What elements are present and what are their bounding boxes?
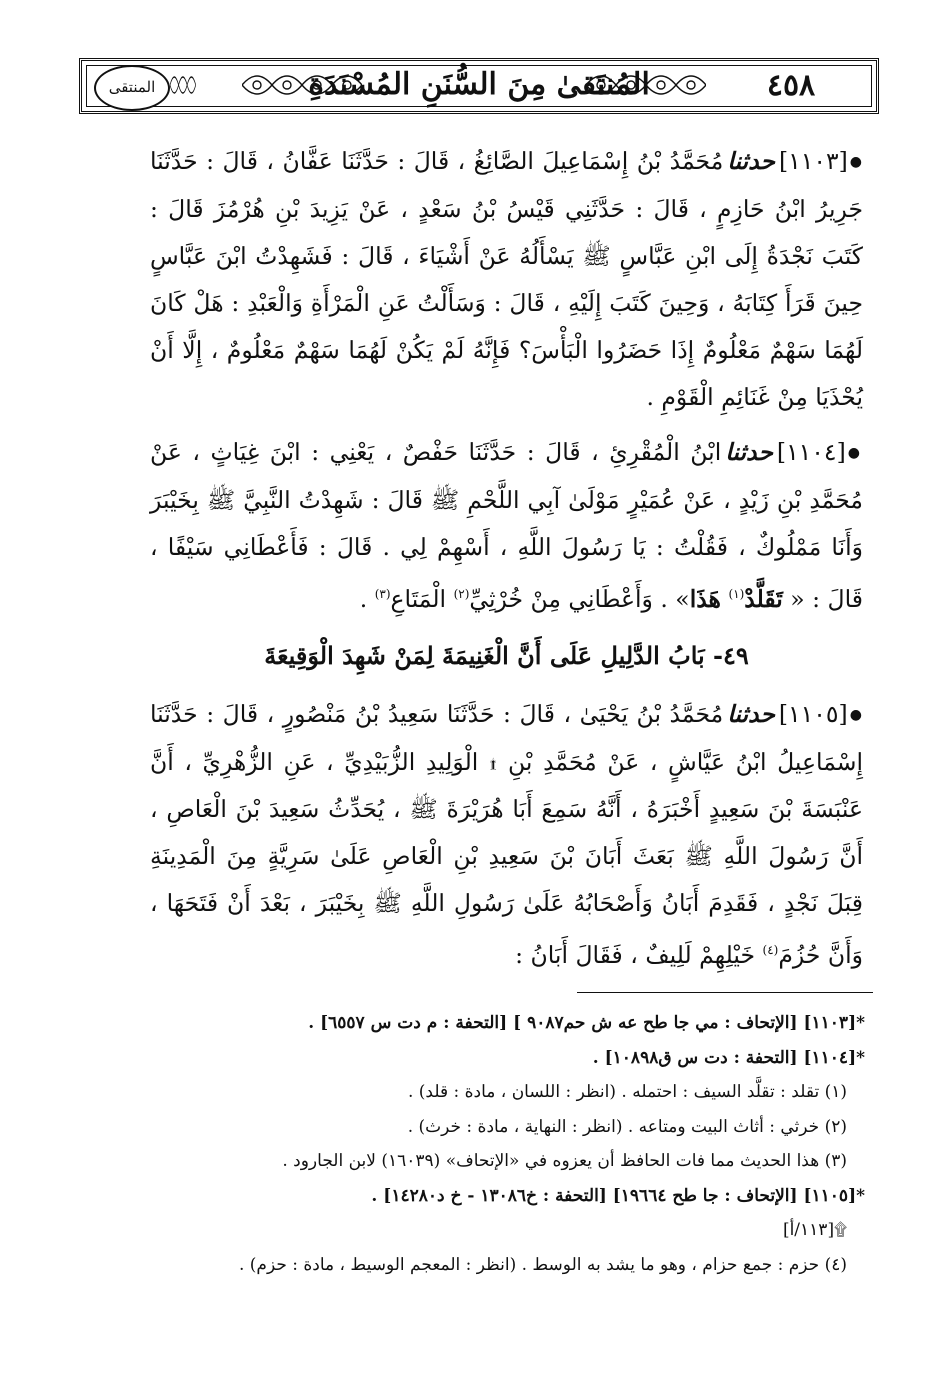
footnote-separator [577,992,873,993]
bullet-icon: ● [849,154,863,170]
hadith-1103 [150,138,863,421]
hadith-text: مُحَمَّدُ بْنُ يَحْيَىٰ ، قَالَ : حَدَّثَنَا سَعِيدُ بْنُ مَنْصُورٍ ، قَالَ : حَدَّثَنَا إِسْمَاعِيلُ ابْنُ عَيَّاشٍ ، عَنْ مُحَمَّدِ بْنِ ۩ الْوَلِيدِ الزُّبَيْدِيِّ ، عَنِ الزُّهْرِيِّ ، أَنَّ عَنْبَسَةَ بْنَ سَعِيدٍ أَخْبَرَهُ ، أَنَّهُ سَمِعَ أَبَا هُرَيْرَةَ ﷺ ، يُحَدِّثُ سَعِيدَ بْنَ الْعَاصِ ، أَنَّ رَسُولَ اللَّهِ ﷺ بَعَثَ أَبَانَ بْنَ سَعِيدِ بْنِ الْعَاصِ عَلَىٰ سَرِيَّةٍ مِنَ الْمَدِينَةِ قِبَلَ نَجْدٍ ، فَقَدِمَ أَبَانُ وَأَصْحَابُهُ عَلَىٰ رَسُولِ اللَّهِ ﷺ بِخَيْبَرَ ، بَعْدَ أَنْ فَتَحَهَا ، وَأَنَّ حُزُمَ [150,699,863,969]
footnote-item: *[١١٠٤] [التحفة : دت س ق١٠٨٩٨] . [592,1047,865,1068]
running-title: المُنتَقىٰ مِنَ السُّنَنِ المُسْنَدَةِ [308,67,650,102]
footnote-item: *[١١٠٥] [الإتحاف : جا طح ١٩٦٦٤] [التحفة : خ١٣٠٨٦ - خ د١٤٢٨٠] . [371,1185,865,1206]
page-number: ٤٥٨ [766,68,816,103]
haddathana-label: حدثنا [727,147,775,175]
chapter-heading: ٤٩- بَابُ الدَّلِيلِ عَلَى أَنَّ الْغَنِيمَةَ لِمَنْ شَهِدَ الْوَقِيعَةَ [264,640,749,670]
book-logo-badge: المنتقى [94,65,170,111]
footnote-item: *[١١٠٣] [الإتحاف : مي جا طح عه ش حم٩٠٨٧ ] [التحفة : م دت س ٦٥٥٧] . [308,1013,865,1033]
footnote-marker: (٤) [762,942,779,957]
hadith-text: » . وَأَعْطَانِي مِنْ خُرْثِيِّ [469,584,690,613]
hadith-number: [١١٠٣] [778,147,848,175]
footnote-item: (١) تقلد : تقلَّد السيف : احتمله . (انظر : اللسان ، مادة : قلد) . [407,1082,847,1102]
hadith-text: ابْنُ الْمُقْرِئِ ، قَالَ : حَدَّثَنَا حَفْصٌ ، يَعْنِي : ابْنَ غِيَاثٍ ، عَنْ مُحَمَّدِ بْنِ زَيْدٍ ، عَنْ عُمَيْرٍ مَوْلَىٰ آبِي اللَّحْمِ ﷺ قَالَ : شَهِدْتُ النَّبِيَّ ﷺ بِخَيْبَرَ وَأَنَا مَمْلُوكٌ ، فَقُلْتُ : يَا رَسُولَ اللَّهِ ، أَسْهِمْ لِي . قَالَ : فَأَعْطَانِي سَيْفًا ، قَالَ : « [150,438,863,613]
page-header [79,58,879,114]
footnote-marker: (١) [728,587,745,601]
hadith-text: خَيْلِهِمْ لَلِيفٌ ، فَقَالَ أَبَانُ : [515,940,756,969]
hadith-text: الْمَتَاعِ [390,584,447,613]
ornament-pattern-icon [170,65,230,105]
footnote-item: (٤) حزم : جمع حزام ، وهو ما يشد به الوسط . (انظر : المعجم الوسيط ، مادة : حزم) . [238,1254,847,1275]
hadith-text: . [359,584,368,613]
footnotes [120,1006,865,1282]
hadith-text: مُحَمَّدُ بْنُ إِسْمَاعِيلَ الصَّائِغُ ، قَالَ : حَدَّثَنَا عَفَّانُ ، قَالَ : حَدَّثَنَا جَرِيرُ ابْنُ حَازِمٍ ، قَالَ : حَدَّثَنِي قَيْسُ بْنُ سَعْدٍ ، عَنْ يَزِيدَ بْنِ هُرْمُزَ قَالَ : كَتَبَ نَجْدَةُ إِلَى ابْنِ عَبَّاسٍ ﷺ يَسْأَلُهُ عَنْ أَشْيَاءَ ، قَالَ : فَشَهِدْتُ ابْنَ عَبَّاسٍ حِينَ قَرَأَ كِتَابَهُ ، وَحِينَ كَتَبَ إِلَيْهِ ، قَالَ : وَسَأَلْتُ عَنِ الْمَرْأَةِ وَالْعَبْدِ : هَلْ كَانَ لَهُمَا سَهْمٌ مَعْلُومٌ إِذَا حَضَرُوا الْبَأْسَ؟ فَإِنَّهُ لَمْ يَكُنْ لَهُمَا سَهْمٌ مَعْلُومٌ ، إِلَّا أَنْ يُحْذَيَا مِنْ غَنَائِمِ الْقَوْمِ . [150,147,863,411]
footnote-marker: (٣) [374,587,391,601]
footnote-item: (٣) هذا الحديث مما فات الحافظ أن يعزوه في «الإتحاف» (١٦٠٣٩) لابن الجارود . [282,1151,847,1171]
haddathana-label: حدثنا [727,699,775,728]
bullet-icon: ● [849,706,863,723]
hadith-number: [١١٠٥] [778,699,848,728]
prophetic-quote: تَقَلَّدْ [744,584,783,613]
haddathana-label: حدثنا [725,438,773,466]
hadith-1105 [150,691,863,979]
footnote-item: (٢) خرثي : أثاث البيت ومتاعه . (انظر : النهاية ، مادة : خرث) . [407,1116,847,1137]
prophetic-quote: هَذَا [689,584,721,613]
bullet-icon: ● [847,445,863,461]
footnote-item: ۩[١١٣/أ] [782,1220,847,1240]
hadith-number: [١١٠٤] [776,438,846,466]
footnote-marker: (٢) [453,587,470,601]
hadith-1104 [150,429,863,623]
main-text [150,138,863,987]
